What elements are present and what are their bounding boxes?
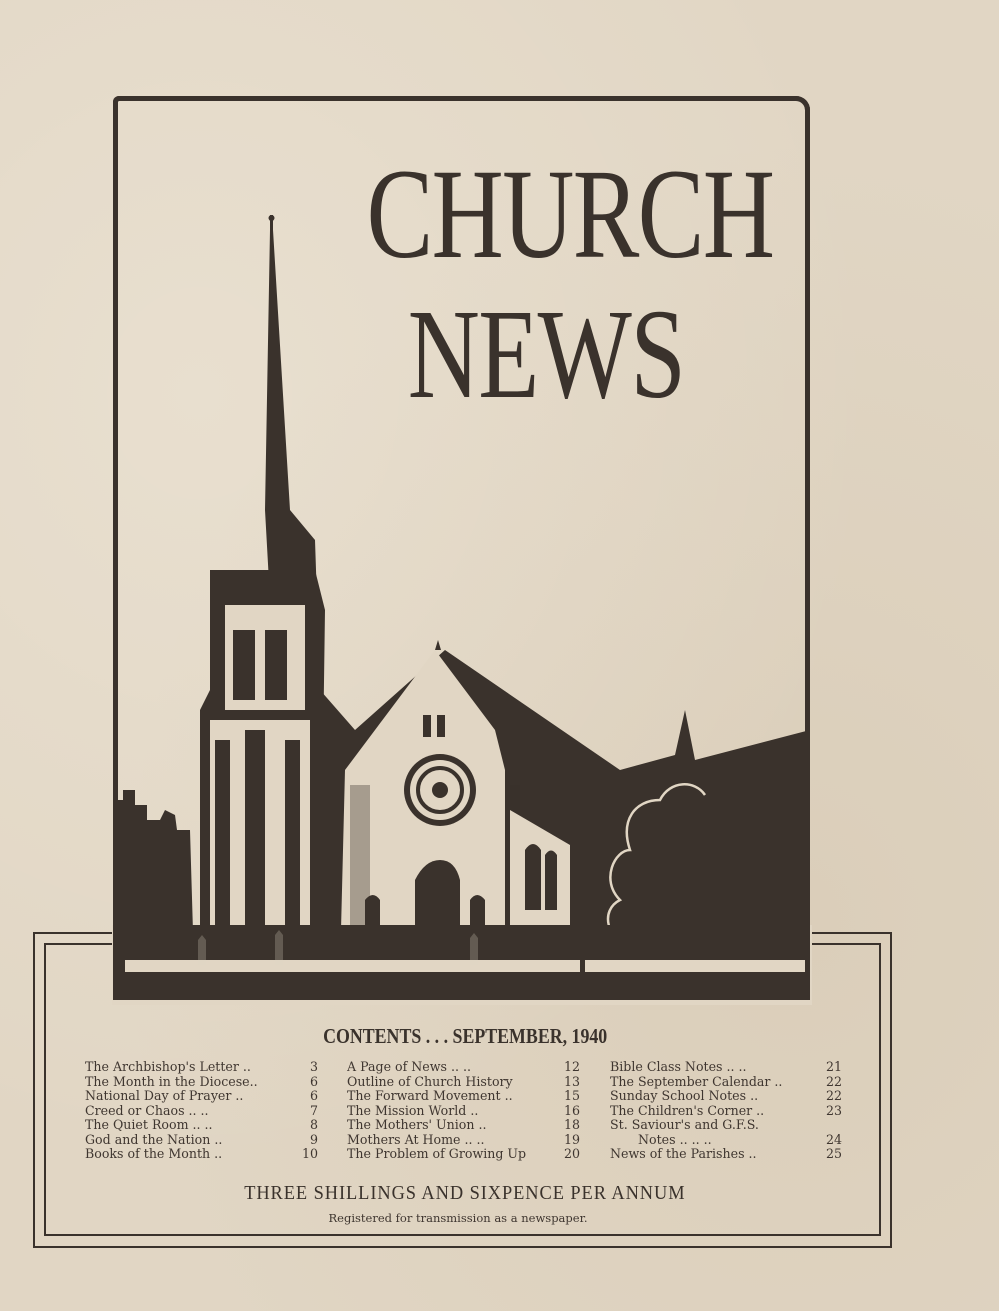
contents-column-3 [610,1060,842,1162]
registration-notice: Registered for transmission as a newspaper. [328,1211,588,1225]
contents-entry[interactable]: The September Calendar .. 22 [610,1073,842,1089]
contents-entry[interactable]: The Forward Movement .. 15 [347,1088,580,1103]
contents-entry[interactable]: Bible Class Notes .. .. 21 [610,1059,842,1074]
contents-heading: CONTENTS . . . SEPTEMBER, 1940 [322,1024,608,1048]
contents-entry[interactable]: News of the Parishes .. 25 [610,1146,842,1161]
contents-entry[interactable]: Sunday School Notes .. 22 [610,1088,842,1103]
subscription-price: THREE SHILLINGS AND SIXPENCE PER ANNUM [244,1182,686,1204]
contents-column-1 [85,1060,318,1162]
contents-entry[interactable]: The Archbishop's Letter .. 3 [85,1059,318,1074]
masthead-title-church: CHURCH [366,143,774,285]
contents-entry[interactable]: Mothers At Home .. .. 19 [347,1131,580,1147]
contents-entry[interactable]: Outline of Church History 13 [347,1073,580,1089]
contents-entry[interactable]: The Problem of Growing Up 20 [347,1146,580,1161]
contents-entry[interactable]: A Page of News .. .. 12 [347,1059,580,1074]
contents-entry[interactable]: The Mothers' Union .. 18 [347,1117,580,1132]
masthead-title-news: NEWS [407,283,685,425]
contents-entry[interactable]: The Month in the Diocese.. 6 [85,1073,318,1089]
contents-entry[interactable]: The Quiet Room .. .. 8 [85,1117,318,1132]
contents-entry[interactable]: The Children's Corner .. 23 [610,1102,842,1118]
contents-entry[interactable]: St. Saviour's and G.F.S. [610,1118,759,1132]
contents-entry[interactable]: God and the Nation .. 9 [85,1131,318,1147]
contents-entry[interactable]: Creed or Chaos .. .. 7 [85,1102,318,1118]
contents-entry[interactable]: Notes .. .. .. 24 [638,1131,842,1147]
contents-entry[interactable]: Books of the Month .. 10 [85,1146,318,1161]
contents-entry[interactable]: The Mission World .. 16 [347,1102,580,1118]
cover-frame-overlay [113,96,810,1000]
contents-column-2 [347,1060,580,1162]
contents-entry[interactable]: National Day of Prayer .. 6 [85,1088,318,1103]
